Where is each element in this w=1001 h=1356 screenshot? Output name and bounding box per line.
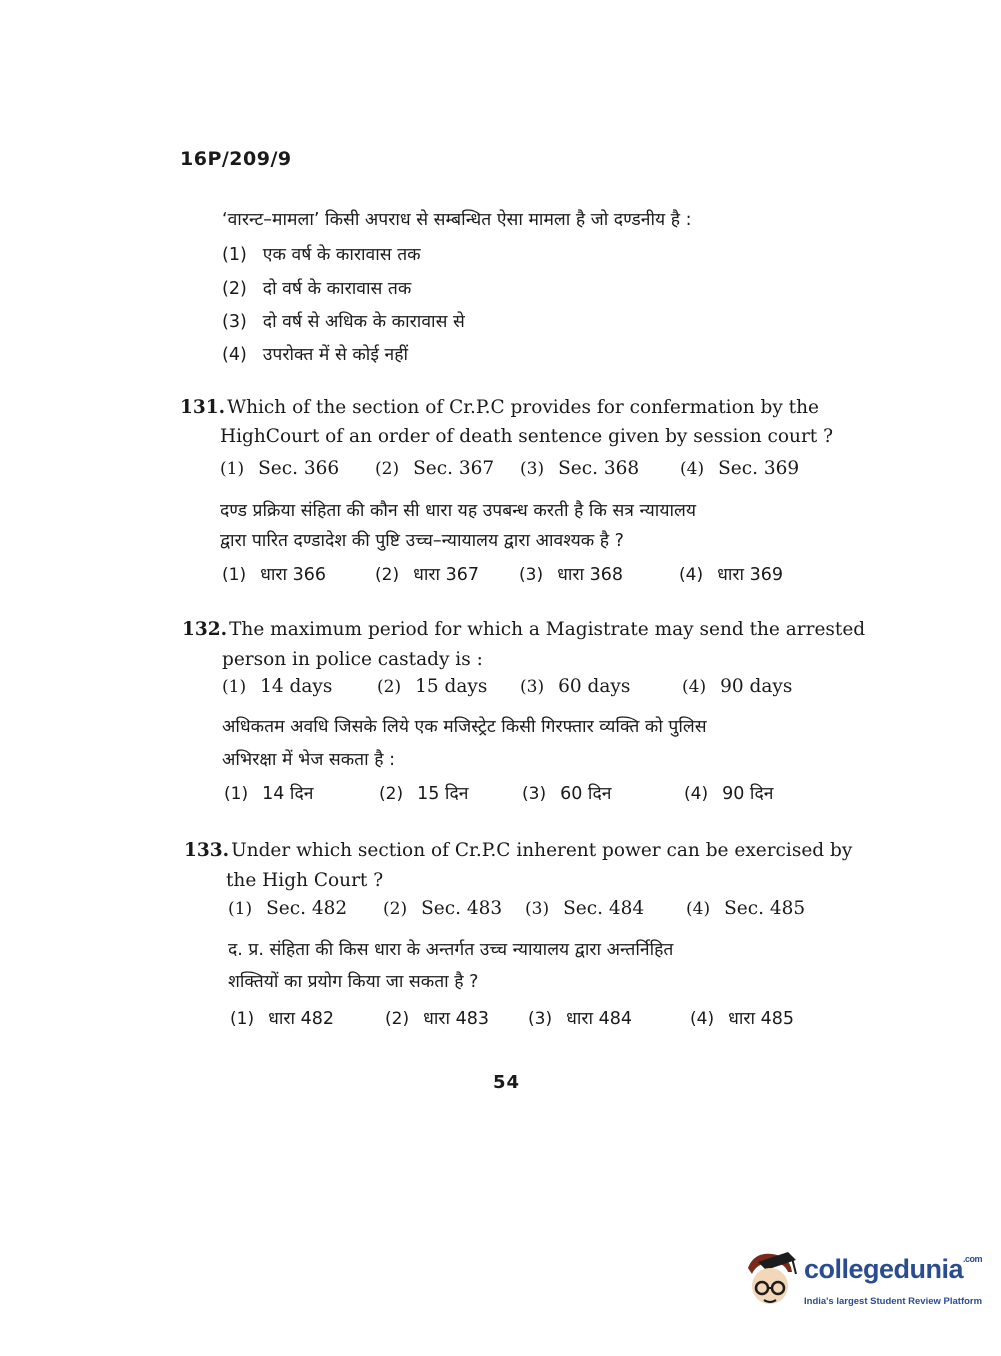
paper-code: 16P/209/9 [180,148,292,170]
q130-option-4: (4) उपरोक्त में से कोई नहीं [222,345,409,365]
q131-option-4: (4) Sec. 369 [680,458,800,479]
q132-hindi-options [224,781,824,811]
q130-hindi-stem: ‘वारन्ट–मामला’ किसी अपराध से सम्बन्धित ऐसा मामला है जो दण्डनीय है : [222,210,692,230]
q133-hindi-stem: द. प्र. संहिता की किस धारा के अन्तर्गत उच्च न्यायालय द्वारा अन्तर्निहित [228,940,674,960]
q133-stem-line2: the High Court ? [226,870,384,891]
q132-option-4: (4) 90 days [682,676,793,697]
q132-hindi-stem-line2: अभिरक्षा में भेज सकता है : [222,750,395,770]
q130-option-2: (2) दो वर्ष के कारावास तक [222,279,412,299]
q133-hindi-options [230,1006,830,1036]
q131-stem: 131. Which of the section of Cr.P.C provides for confermation by the [180,397,819,418]
q133-hindi-option-3: (3) धारा 484 [528,1009,633,1029]
q133-option-1: (1) Sec. 482 [228,898,348,919]
mascot-icon [740,1248,800,1312]
logo-wordmark: collegedunia$^{.com}$ [804,1254,983,1284]
q133-stem: 133. Under which section of Cr.P.C inherent power can be exercised by [184,840,853,861]
page-number: 54 [493,1072,521,1093]
q132-stem-line2: person in police castady is : [222,649,483,670]
q132-hindi-option-2: (2) 15 दिन [379,784,469,804]
q131-hindi-option-1: (1) धारा 366 [222,565,327,585]
q133-hindi-option-4: (4) धारा 485 [690,1009,795,1029]
collegedunia-watermark [740,1248,983,1318]
q131-option-1: (1) Sec. 366 [220,458,340,479]
q131-options [220,458,820,488]
q131-hindi-option-4: (4) धारा 369 [679,565,784,585]
q131-hindi-option-3: (3) धारा 368 [519,565,624,585]
q133-option-2: (2) Sec. 483 [383,898,503,919]
q133-option-4: (4) Sec. 485 [686,898,806,919]
q133-hindi-stem-line2: शक्तियों का प्रयोग किया जा सकता है ? [228,972,479,992]
q132-hindi-option-3: (3) 60 दिन [522,784,612,804]
q133-hindi-option-2: (2) धारा 483 [385,1009,490,1029]
q132-option-3: (3) 60 days [520,676,631,697]
q133-hindi-option-1: (1) धारा 482 [230,1009,335,1029]
q131-option-3: (3) Sec. 368 [520,458,640,479]
q132-stem: 132. The maximum period for which a Magistrate may send the arrested [182,619,866,640]
q131-hindi-options [222,562,822,592]
q131-number: 131. [180,397,226,418]
q132-hindi-option-1: (1) 14 दिन [224,784,314,804]
q131-hindi-stem: दण्ड प्रक्रिया संहिता की कौन सी धारा यह उपबन्ध करती है कि सत्र न्यायालय [220,501,697,521]
q133-number: 133. [184,840,230,861]
q130-option-3: (3) दो वर्ष से अधिक के कारावास से [222,312,465,332]
q132-hindi-option-4: (4) 90 दिन [684,784,774,804]
q131-stem-line2: HighCourt of an order of death sentence given by session court ? [220,426,834,447]
q130-option-1: (1) एक वर्ष के कारावास तक [222,245,421,265]
q132-options [222,676,822,706]
q133-option-3: (3) Sec. 484 [525,898,645,919]
q133-options [228,898,828,928]
q132-number: 132. [182,619,228,640]
q131-hindi-stem-line2: द्वारा पारित दण्डादेश की पुष्टि उच्च–न्यायालय द्वारा आवश्यक है ? [220,531,624,551]
q132-hindi-stem: अधिकतम अवधि जिसके लिये एक मजिस्ट्रेट किसी गिरफ्तार व्यक्ति को पुलिस [222,717,707,737]
logo-tagline: India's largest Student Review Platform [804,1296,983,1307]
q131-option-2: (2) Sec. 367 [375,458,495,479]
q132-option-1: (1) 14 days [222,676,333,697]
q132-option-2: (2) 15 days [377,676,488,697]
q131-hindi-option-2: (2) धारा 367 [375,565,480,585]
